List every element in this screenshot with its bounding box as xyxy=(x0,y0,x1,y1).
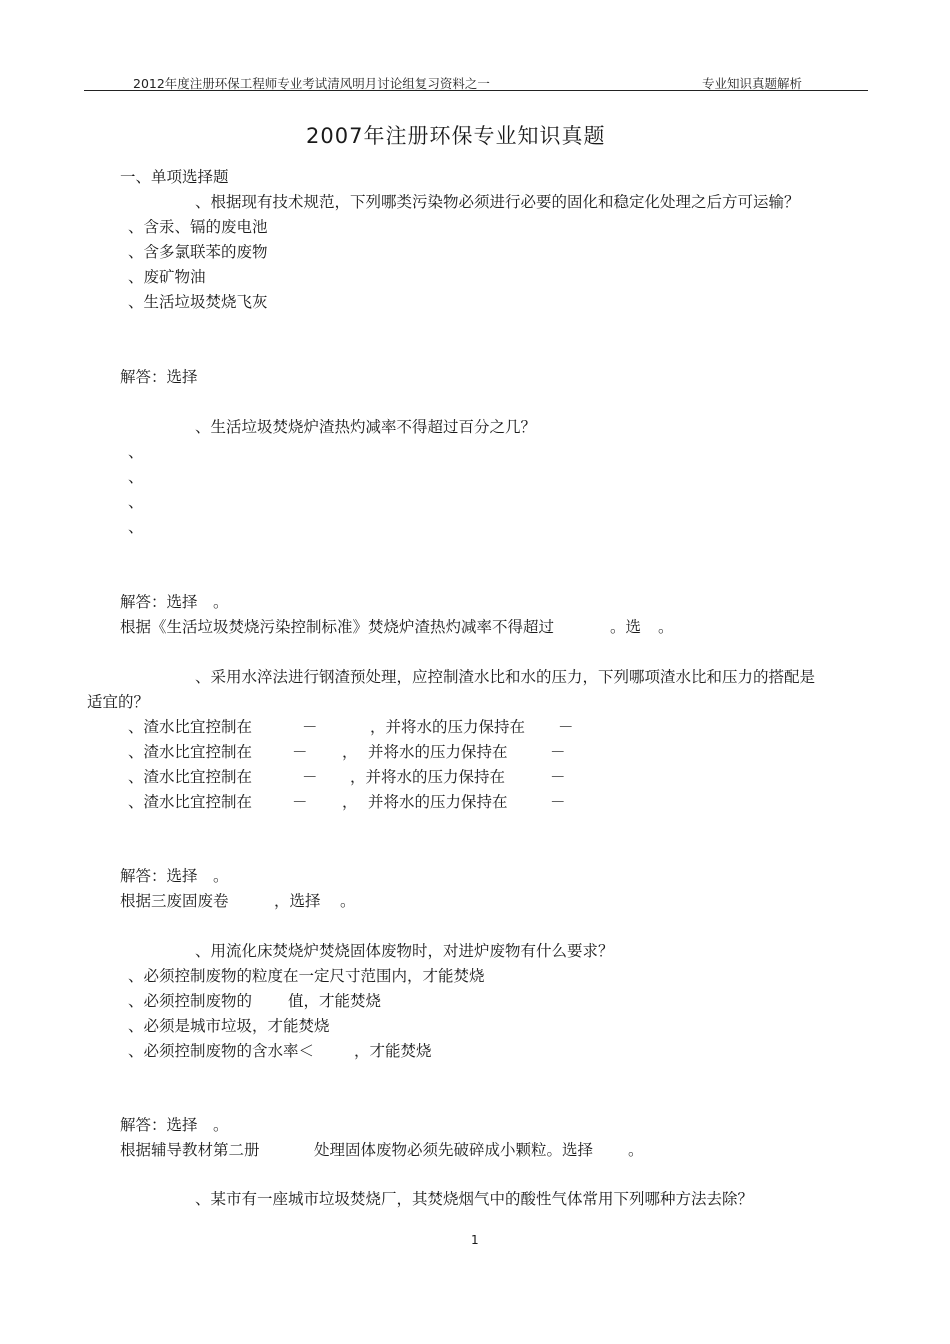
option-text: ， xyxy=(342,793,358,811)
question-1-stem: 、根据现有技术规范，下列哪类污染物必须进行必要的固化和稳定化处理之后方可运输？ xyxy=(195,193,800,211)
question-1-answer: 解答：选择 xyxy=(120,368,198,386)
option-text: ，并将水的压力保持在 xyxy=(370,718,526,736)
question-1-option-d: 、生活垃圾焚烧飞灰 xyxy=(128,293,268,311)
option-text: 并将水的压力保持在 xyxy=(368,743,508,761)
question-3-option-d xyxy=(128,792,628,812)
option-text: 、渣水比宜控制在 xyxy=(128,768,253,786)
question-4-option-b xyxy=(128,991,428,1011)
question-4-explanation-text: 根据辅导教材第二册 xyxy=(120,1141,260,1159)
option-text: ，并将水的压力保持在 xyxy=(350,768,506,786)
question-4-option-d xyxy=(128,1041,468,1061)
question-3-option-c xyxy=(128,767,628,787)
option-text: ，才能焚烧 xyxy=(354,1042,432,1060)
question-2-stem: 、生活垃圾焚烧炉渣热灼减率不得超过百分之几？ xyxy=(195,418,537,436)
question-4-option-c: 、必须是城市垃圾，才能焚烧 xyxy=(128,1017,330,1035)
question-2-answer: 解答：选择 。 xyxy=(120,593,229,611)
question-4-explanation-text: 。 xyxy=(628,1141,644,1159)
header-right-text: 专业知识真题解析 xyxy=(702,76,803,91)
question-3-explanation-text: ，选择 xyxy=(274,892,321,910)
option-text: － xyxy=(550,743,566,761)
question-4-explanation xyxy=(120,1140,660,1160)
question-3-option-b xyxy=(128,742,628,762)
question-2-explanation xyxy=(120,617,820,637)
option-text: 、渣水比宜控制在 xyxy=(128,718,253,736)
question-4-explanation-text: 处理固体废物必须先破碎成小颗粒。选择 xyxy=(314,1141,594,1159)
option-text: 、渣水比宜控制在 xyxy=(128,743,253,761)
option-text: 并将水的压力保持在 xyxy=(368,793,508,811)
question-4-option-a: 、必须控制废物的粒度在一定尺寸范围内，才能焚烧 xyxy=(128,967,485,985)
question-3-explanation-text: 。 xyxy=(340,892,356,910)
option-text: － xyxy=(302,768,318,786)
header-divider xyxy=(84,90,868,91)
option-text: － xyxy=(550,793,566,811)
page-title: 2007年注册环保专业知识真题 xyxy=(306,124,606,148)
question-5-stem: 、某市有一座城市垃圾焚烧厂，其焚烧烟气中的酸性气体常用下列哪种方法去除？ xyxy=(195,1190,754,1208)
option-text: 、必须控制废物的 xyxy=(128,992,253,1010)
question-3-answer: 解答：选择 。 xyxy=(120,867,229,885)
question-4-stem: 、用流化床焚烧炉焚烧固体废物时，对进炉废物有什么要求？ xyxy=(195,942,614,960)
question-2-explanation-text: 。 xyxy=(658,618,674,636)
option-text: 值，才能焚烧 xyxy=(288,992,382,1010)
option-text: － xyxy=(302,718,318,736)
question-3-stem: 、采用水淬法进行钢渣预处理，应控制渣水比和水的压力，下列哪项渣水比和压力的搭配是 xyxy=(195,668,816,686)
option-text: 、渣水比宜控制在 xyxy=(128,793,253,811)
question-1-option-c: 、废矿物油 xyxy=(128,268,206,286)
question-3-stem-continued: 适宜的？ xyxy=(87,693,150,711)
section-heading: 一、单项选择题 xyxy=(120,168,229,186)
question-2-option-d: 、 xyxy=(128,518,144,536)
question-2-explanation-text: 。选 xyxy=(610,618,642,636)
option-text: － xyxy=(292,743,308,761)
option-text: － xyxy=(558,718,574,736)
option-text: － xyxy=(292,793,308,811)
question-1-option-b: 、含多氯联苯的废物 xyxy=(128,243,268,261)
question-2-option-a: 、 xyxy=(128,443,144,461)
option-text: － xyxy=(550,768,566,786)
page-number: 1 xyxy=(471,1233,479,1247)
question-3-explanation-text: 根据三废固废卷 xyxy=(120,892,229,910)
option-text: 、必须控制废物的含水率＜ xyxy=(128,1042,315,1060)
header-left-text: 2012年度注册环保工程师专业考试清风明月讨论组复习资料之一 xyxy=(133,76,490,91)
question-3-explanation xyxy=(120,891,420,911)
question-3-option-a xyxy=(128,717,628,737)
question-1-option-a: 、含汞、镉的废电池 xyxy=(128,218,268,236)
option-text: ， xyxy=(342,743,358,761)
question-2-explanation-text: 根据《生活垃圾焚烧污染控制标准》焚烧炉渣热灼减率不得超过 xyxy=(120,618,555,636)
question-2-option-c: 、 xyxy=(128,493,144,511)
question-4-answer: 解答：选择 。 xyxy=(120,1116,229,1134)
question-2-option-b: 、 xyxy=(128,468,144,486)
